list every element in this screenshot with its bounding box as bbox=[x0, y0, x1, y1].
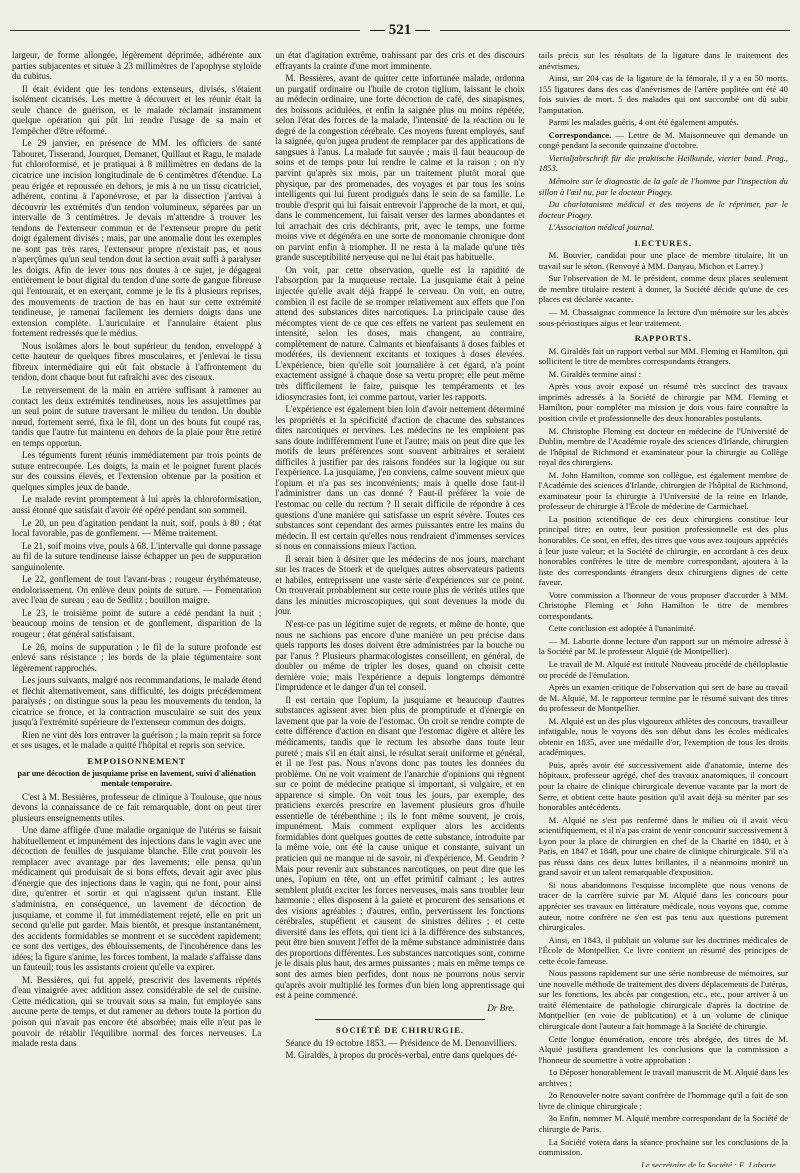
header-rule-right bbox=[440, 30, 790, 31]
paragraph: — M. Laborie donne lecture d'un rapport sur un mémoire adressé à la Société par M. le professeur Alquié (de Montpellier). bbox=[538, 635, 788, 657]
paragraph: M. Bouvier, candidat pour une place de membre titulaire, lit un travail sur le séton. (Renvoyé à MM. Danyau, Michon et Larrey.) bbox=[538, 250, 788, 271]
page-header bbox=[0, 18, 800, 42]
paragraph bbox=[539, 222, 788, 233]
paragraph: Le 23, le troisième point de suture a cédé pendant la nuit ; beaucoup moins de tension et de gonflement, disparition de la rougeur ; état général satisfaisant. bbox=[12, 607, 262, 639]
paragraph: On voit, par cette observation, quelle est la rapidité de l'absorption par la muqueuse rectale. La jusquiame était à peine injectée qu'elle avait déjà frappé le cerveau. On voit, en outre, combien il est facile de se tromper relativement aux effets que l'on attend des substances dites narcotiques. La principale cause des mécomptes vient de ce que ces effets ne varient pas seulement en intensité, selon les doses, mais changent, au contraire, complètement de nature. Calmants et bienfaisants à doses faibles et modérées, ils deviennent excitants et toxiques à doses élevées. L'expérience, bien qu'elle soit journalière à cet égard, n'a point exactement assigné à chaque dose sa vertu propre; elle peut même très difficilement le faire, puisque les tempéraments et les idiosyncrasies font, ici comme partout, varier les rapports. bbox=[275, 264, 525, 402]
paragraph: M. John Hamilton, comme son collègue, est également membre de l'Académie des sciences d'Irlande, chirurgien de l'hôpital de Richmond, examinateur pour la chirurgie à l'Université de la reine en Irlande, professeur de chirurgie à l'École de médecine de Carmichael. bbox=[538, 469, 788, 512]
paragraph: Le 21, soif moins vive, pouls à 68. L'intervalle qui donne passage au fil de la suture tendineuse laisse échapper un peu de suppuration sanguinolente. bbox=[12, 540, 262, 572]
paragraph: 3o Enfin, nommer M. Alquié membre correspondant de la Société de chirurgie de Paris. bbox=[538, 1113, 788, 1134]
paragraph: un état d'agitation extrême, trahissant par des cris et des discours effrayants la crainte d'une mort imminente. bbox=[275, 50, 525, 71]
paragraph: M. Giraldès termine ainsi : bbox=[548, 368, 642, 379]
paragraph: Sur l'observation de M. le président, comme deux places seulement de membre titulaire restent à donner, la Société décide qu'une de ces places est déclarée vacante. bbox=[538, 273, 788, 305]
paragraph: M. Christophe Fleming est docteur en médecine de l'Université de Dublin, membre de l'Académie royale des sciences d'Irlande, chirurgien de l'hôpital de Richmond et examinateur pour la chirurgie au Collège royal des chirurgiens. bbox=[538, 425, 788, 468]
paragraph: Si nous abandonnons l'esquisse incomplète que nous venons de tracer de la carrière suivie par M. Alquié dans les concours pour apprécier ses travaux en littérature médicale, nous voyons que, comme auteur, notre confrère ne s'en est pas tenu aux questions purement chirurgicales. bbox=[538, 879, 788, 933]
paragraph: Après vous avoir exposé un résumé très succinct des travaux imprimés adressés à la Société de chirurgie par MM. Fleming et Hamilton, pour compléter ma mission je dois vous faire connaître la position civile et professionnelle des deux honorables postulants. bbox=[538, 381, 788, 423]
paragraph: 2o Renouveler notre savant confrère de l'hommage qu'il a fait de son livre de clinique chirurgicale ; bbox=[538, 1090, 788, 1111]
paragraph: M. Alquié ne s'est pas renfermé dans le milieu où il avait vécu scientifiquement, et il n'a pas craint de venir concourir successivement à Lyon pour la place de chirurgien en chef de la Charité en 1840, et à Paris, en 1847 et 1848, pour une chaire de clinique chirurgicale. S'il n'a pas réussi dans ces deux luttes brillantes, il a néanmoins montré un grand savoir et un talent remarquable d'exposition. bbox=[538, 814, 788, 878]
paragraph-correspondance bbox=[539, 130, 788, 151]
paragraph: Le 26, moins de suppuration ; le fil de la suture profonde est enlevé sans résistance ; les bords de la plaie tégumentaire sont légèrement rapprochés. bbox=[12, 641, 262, 673]
paragraph: C'est à M. Bessières, professeur de clinique à Toulouse, que nous devons la connaissance de ce fait remarquable, dont on peut tirer plusieurs enseignements utiles. bbox=[12, 791, 262, 823]
paragraph: — M. Chassaignac commence la lecture d'un mémoire sur les abcès sous-périostiques aigus et leur traitement. bbox=[538, 307, 788, 328]
paragraph: L'expérience est également bien loin d'avoir nettement déterminé les propriétés et la spécificité d'action de chacune des substances dites narcotiques et nervines. Les médecins ne les emploient pas sans doute indifféremment l'une et l'autre; mais on peut dire que les motifs de leurs préférences sont souvent arbitraires et seraient difficiles à justifier par des raisons fondées sur la logique ou sur l'expérience. La jusquiame, j'en conviens, calme souvent mieux que l'opium et n'a pas ses inconvénients; mais à quelle dose faut-il l'administrer dans un cas donné ? Faut-il préférer la voie de l'estomac ou celle du rectum ? Il serait difficile de répondre à ces questions d'une manière qui satisfasse un esprit sévère. Toutes ces substances sont cependant des armes puissantes entre les mains du médecin. Il est certain qu'elles nous rendraient d'immenses services si nous en connaissions mieux l'action. bbox=[275, 404, 525, 552]
paragraph: Le renversement de la main en arrière suffisant à ramener au contact les deux extrémités tendineuses, nous les assujettîmes par un seul point de suture traversant le milieu du tendon. Un double nœud, fortement serré, fixa le fil, dont un des bouts fut coupé ras, tandis que l'autre fut maintenu en dehors de la plaie pour être retiré en temps opportun. bbox=[12, 384, 262, 448]
section-heading-empoisonnement: EMPOISONNEMENT bbox=[87, 756, 186, 766]
paragraph: M. Alquié est un des plus vigoureux athlètes des concours, travailleur infatigable, nous le voyons dès son début dans les écoles médicales obtenir en 1835, avec une médaille d'or, l'exemption de tous les droits académiques. bbox=[538, 715, 788, 758]
paragraph: Il était évident que les tendons extenseurs, divisés, s'étaient isolément cicatrisés. Les mettre à découvert et les réunir était la seule chance de guérison, et le malade réclamait instamment quelque opération qui pût lui rendre l'usage de sa main et l'empêcher d'être réformé. bbox=[12, 83, 262, 136]
session-line: Séance du 19 octobre 1853. — Présidence de M. Denonvilliers. bbox=[285, 1037, 517, 1048]
paragraph: tails précis sur les résultats de la ligature dans le traitement des anévrismes. bbox=[538, 50, 788, 71]
header-rule-left bbox=[10, 30, 360, 31]
paragraph: M. Bessières, avant de quitter cette infortunée malade, ordonna un purgatif ordinaire ou l'huile de croton tiglium, laissant le choix au médecin ordinaire, une forte décoction de café, des sinapismes, des boissons acidulées, et enfin la saignée plus ou moins répétée, selon l'état des forces de la malade, l'intensité de la réaction ou le degré de la congestion cérébrale. Ces moyens furent employés, sauf la saignée, qu'on jugea prudent de remplacer par des applications de sangsues à l'anus. La malade fut sauvée ; mais il faut beaucoup de soins et de temps pour lui rendre le calme et la raison ; on n'y parvint qu'après six mois, par un traitement plutôt moral que physique, par des promenades, des voyages et par tous les soins intelligents qui lui furent prodigués dans le sein de sa famille. Le trouble d'esprit qui lui faisait entrevoir l'approche de la mort, et qui, dans le commencement, lui faisait verser des larmes abondantes et lui arrachait des cris déchirants, prit, avec le temps, une forme moins vive et dégénéra en une sorte de monomanie chronique dont on parvint enfin à triompher. Il ne resta à la malade qu'une très grande susceptibilité nerveuse qui ne lui était pas habituelle. bbox=[275, 73, 525, 263]
memoire-title: Mémoire sur le diagnostic de la gale de l'homme par l'inspection du sillon à l'œil nu, par le docteur Piogey. bbox=[538, 176, 788, 197]
paragraph: M. Bessières, qui fut appelé, prescrivit des lavements répétés d'eau vinaigrée avec addition assez considérable de sel de cuisine. Cette médication, qui se trouvait sous sa main, fut employée sans aucune perte de temps, et dut ramener au dehors toute la portion du poison qui n'avait pas encore été absorbée; mais elle n'eut pas le pouvoir de rétablir l'équilibre normal des forces nerveuses. La malade resta dans bbox=[12, 974, 262, 1049]
column-1 bbox=[12, 50, 261, 1167]
paragraph: Rien ne vint dès lors entraver la guérison ; la main reprit sa force et ses usages, et le malade a quitté l'hôpital et repris son service. bbox=[12, 729, 262, 751]
secretary-signature: Le secrétaire de la Société : E. Laborie. bbox=[641, 1159, 778, 1167]
paragraph: Le malade revint promptement à lui après la chloroformisation, aussi étonné que satisfait d'avoir été opéré pendant son sommeil. bbox=[12, 494, 262, 515]
paragraph: Cette longue énumération, encore très abrégée, des titres de M. Alquié justifiera grandement les conclusions que la commission a l'honneur de soumettre à votre approbation : bbox=[538, 1033, 788, 1065]
section-heading-societe-de-chirurgie: SOCIÉTÉ DE CHIRURGIE. bbox=[335, 1025, 465, 1036]
paragraph: Il serait bien à désirer que les médecins de nos jours, marchant sur les traces de Stoerk et de quelques autres observateurs patients et habiles, entreprissent une vaste série d'expériences sur ce point. On trouverait probablement sur cette route plus de vérités utiles que dans les minuties microscopiques, qui sont devenues la mode du jour. bbox=[275, 553, 525, 617]
paragraph: Il est certain que l'opium, la jusquiame et beaucoup d'autres substances agissent avec bien plus de promptitude et d'énergie en lavement que par la voie de l'estomac. On croit se rendre compte de cette différence d'action en disant que l'estomac digère et altère les médicaments, tandis que le rectum les absorbe dans toute leur pureté ; mais s'il en était ainsi, le résultat serait uniforme et général, et il ne l'est pas. Nous n'avons donc pas toutes les données du problème. On ne voit vraiment de l'anarchie d'opinions qui règnent sur ce point de médecine pratique si important, si vulgaire, et en apparence si simple. On voit tous les jours, par exemple, des praticiens exercés prescrire en lavement plusieurs gros d'huile essentielle de térébenthine ; ils le font même souvent, je crois, impunément. Mais comment expliquer alors les accidents formidables dont quelques gouttes de cette substance, introduite par la même voie, ont été la cause unique et constante, suivant un praticien qui ne manque ni de savoir, ni d'expérience, M. Gendrin ? Mais pour revenir aux substances narcotiques, on peut dire que les unes, l'opium en tête, ont un effet primitif calmant ; les autres semblent plutôt exciter les forces nerveuses, mais sans troubler leur harmonie ; elles disposent à la gaieté et procurent des sensations et des visions agréables ; d'autres, enfin, pervertissent les fonctions cérébrales, stupéfient et causent de sinistres délires ; et cette diversité dans les effets, qui tient ici à la différence des substances, peut être bien souvent l'effet de la même substance administrée dans des proportions différentes. Les substances narcotiques sont, comme je le disais plus haut, des armes puissantes ; mais en même temps ce sont des armes bien perfides, dont nous ne pourrons nous servir qu'après avoir multiplié les formes d'un bien long apprentissage qui est à peine commencé. bbox=[275, 694, 525, 1001]
paragraph: Parmi les malades guéris, 4 ont été également amputés. bbox=[548, 117, 739, 128]
paragraph: N'est-ce pas un légitime sujet de regrets, et même de honte, que nous ne sachions pas encore d'une manière un peu précise dans quels rapports les doses doivent être administrées par la bouche ou par l'anus ? Plusieurs pharmacologistes conseillent, en général, de doubler ou même de tripler les doses, quand on choisit cette dernière voie; mais l'expérience a depuis longtemps démontré l'imprudence et le danger d'un tel conseil. bbox=[275, 618, 525, 693]
paragraph bbox=[539, 153, 788, 174]
paragraph: Puis, après avoir été successivement aide d'anatomie, interne des hôpitaux, professeur agrégé, chef des travaux anatomiques, il concourt pour la chaire de clinique chirurgicale devenue vacante par la mort de Serre, et obtient cette haute position qu'il avait déjà su mériter par ses honorables antécédents. bbox=[538, 759, 788, 813]
paragraph: La Société votera dans la séance prochaine sur les conclusions de la commission. bbox=[538, 1136, 788, 1158]
paragraph: Le 22, gonflement de tout l'avant-bras ; rougeur érythémateuse, endolorissement. On enlève deux points de suture. — Fomentation avec l'eau de sureau ; eau de Sedlitz ; bouillon maigre. bbox=[12, 574, 262, 606]
paragraph: Le 29 janvier, en présence de MM. les officiers de santé Tabouret, Tisserand, Jourquet, Demanet, Quillaut et Ragu, le malade fut chloroformisé, et je pratiquai à 8 millimètres en dedans de la cicatrice une incision longitudinale de 6 centimètres d'étendue. La peau érigée et repoussée en dehors, je mis à nu un tissu cicatriciel, adhérent, continu à l'aponévrose, et par la dissection j'arrivai à découvrir les extrémités d'un tendon volumineux, séparées par un intervalle de 3 centimètres. Je devais m'attendre à trouver les tendons de l'extenseur commun et de l'extenseur propre du petit doigt également divisés ; mais, par une anomalie dont les exemples ne sont pas très rares, l'extenseur propre n'existait pas, et nous n'aperçûmes qu'un seul tendon dout la section avait suffi à paralyser les doigts. Afin de lever tous nos doutes à ce sujet, je dégageai entièrement le bout digital du tendon d'une sorte de gangue fibreuse qui l'entourait, et en exerçant, comme je le fis à plusieurs reprises, des mouvements de traction de bas en haut sur cette extrémité tendineuse, je ramenai facilement les derniers doigts dans une extension complète. L'auriculaire et l'annulaire étaient plus fortement redressés que le médius. bbox=[12, 138, 262, 339]
page-number: — 521 — bbox=[370, 21, 430, 38]
paragraph bbox=[539, 199, 788, 220]
paragraph: Ainsi, en 1843, il publiait un volume sur les doctrines médicales de l'École de Montpellier. Ce livre contient un résumé des principes de cette école fameuse. bbox=[538, 934, 788, 966]
paragraph: 1o Déposer honorablement le travail manuscrit de M. Alquié dans les archives ; bbox=[538, 1067, 788, 1088]
paragraph: Les jours suivants, malgré nos recommandations, le malade étend et fléchit alternativement, sans difficulté, les doigts précédemment paralysés ; on distingue sous la peau les mouvements du tendon, la cicatrice se fronce, et la contraction musculaire se suit des yeux jusqu'à l'extrémité supérieure de l'extenseur commun des doigts. bbox=[12, 675, 262, 728]
journal-title: Viertaljahrschrift für die praktische Heilkunde, vierter band. Prag., 1853. bbox=[538, 152, 788, 174]
paragraph bbox=[539, 176, 788, 197]
paragraph: Cette conclusion est adoptée à l'unanimité. bbox=[548, 623, 696, 634]
paragraph: Une dame affligée d'une maladie organique de l'utérus se faisait habituellement et impunément des injections dans le vagin avec une décoction de feuilles de jusquiame blanche. Elle crut pouvoir les remplacer avec avantage par des lavements; elle pensa qu'un médicament qui produisait de si bons effets, devait agir avec plus d'énergie que des injections dans le vagin, qui ne font, pour ainsi dire, qu'entrer et sortir et qui n'agissent qu'un instant. Elle s'administra, en conséquence, un lavement de décoction de jusquiame, et comme il fut immédiatement rejeté, elle en prit un second qu'elle put garder. Mais bientôt, et presque instantanément, des accidents formidables se montrent et se succèdent rapidement; ce sont des vertiges, des éblouissements, de l'incohérence dans les idées; la figure s'anime, les forces tombent, la malade s'affaisse dans un fauteuil; tous les assistants croient qu'elle va expirer. bbox=[12, 825, 262, 973]
paragraph: M. Giraldès, à propos du procès-verbal, entre dans quelques dé- bbox=[285, 1050, 518, 1061]
column-3 bbox=[539, 50, 788, 1167]
section-heading-lectures: LECTURES. bbox=[634, 237, 693, 248]
paragraph: Nous passons rapidement sur une série nombreuse de mémoires, sur une nouvelle méthode de traitement des divers déplacements de l'utérus, sur les fonctions, les abcès par congestion, etc., etc., pour arriver à un traité élémentaire de pathologie chirurgicale d'après la doctrine de Montpellier (en voie de publication) et à un volume de clinique chirurgicale dont l'auteur a fait hommage à la Société de chirurgie. bbox=[538, 968, 788, 1032]
association-title: L'Association médical journal. bbox=[548, 222, 655, 233]
charlatanisme-title: Du charlatanisme médical et des moyens de le réprimer, par le docteur Piogey. bbox=[538, 199, 788, 220]
paragraph: Nous isolâmes alors le bout supérieur du tendon, enveloppé à cette hauteur de quelques fibres musculaires, et j'enlevai le tissu fibreux intermédiaire qui eût fait obstacle à l'affrontement du tendon, dont chaque bout fut rafraîchi avec des ciseaux. bbox=[12, 340, 262, 383]
correspondance-text: — Lettre de M. Maisonneuve qui demande un congé pendant la seconde quinzaine d'octobre. bbox=[538, 129, 788, 151]
paragraph: La position scientifique de ces deux chirurgiens constitue leur principal titre; en outre, leur position professionnelle est des plus honorables. Ce sont, en effet, des titres que vous avez toujours appréciés à leur juste valeur; et la Société de chirurgie, en accordant à ces deux honorables confrères le titre de membre correspondant, ajoutera à la liste des correspondants étrangers deux chirurgiens dignes de cette faveur. bbox=[538, 513, 788, 588]
text-columns bbox=[12, 50, 788, 1167]
paragraph: Votre commission a l'honneur de vous proposer d'accorder à MM. Christophe Fleming et John Hamilton le titre de membres correspondants. bbox=[538, 589, 788, 621]
paragraph: M. Giraldès fait un rapport verbal sur MM. Fleming et Hamilton, qui sollicitent le titre de membres correspondants étrangers. bbox=[538, 345, 788, 367]
paragraph: Le travail de M. Alquié est intitulé Nouveau procédé de chéiloplastie ou procédé de l'émulation. bbox=[538, 658, 788, 680]
paragraph: Après un examen critique de l'observation qui sert de base au travail de M. Alquié, M. le rapporteur termine par le résumé suivant des titres du professeur de Montpellier. bbox=[538, 682, 788, 714]
section-heading-rapports: RAPPORTS. bbox=[634, 333, 692, 344]
paragraph: Le 20, un peu d'agitation pendant la nuit, soif, pouls à 80 ; état local favorable, pas de gonflement. — Même traitement. bbox=[12, 517, 262, 539]
correspondance-label: Correspondance. bbox=[548, 129, 612, 140]
section-subtitle: par une décoction de jusquiame prise en lavement, suivi d'aliénation mentale temporaire. bbox=[17, 768, 256, 788]
author-signature: Dr Bre. bbox=[487, 1002, 515, 1013]
paragraph: Ainsi, sur 204 cas de la ligature de la fémorale, il y a eu 50 morts. 155 ligatures dans des cas d'anévrismes de l'artère poplitée ont été 40 fois suivies de mort. 5 des malades qui ont succombé ont dû subir l'amputation. bbox=[538, 73, 788, 115]
paragraph: largeur, de forme allongée, légèrement déprimée, adhérente aux parties subjacentes et située à 23 millimètres de l'apophyse styloïde du cubitus. bbox=[12, 50, 262, 82]
paragraph: Les téguments furent réunis immédiatement par trois points de suture entrecoupée. Les doigts, la main et le poignet furent placés sur des coussins élevés, et l'extension obtenue par la position et quelques simples jeux de bande. bbox=[12, 450, 262, 492]
column-2 bbox=[275, 50, 524, 1167]
section-divider bbox=[315, 1019, 484, 1020]
